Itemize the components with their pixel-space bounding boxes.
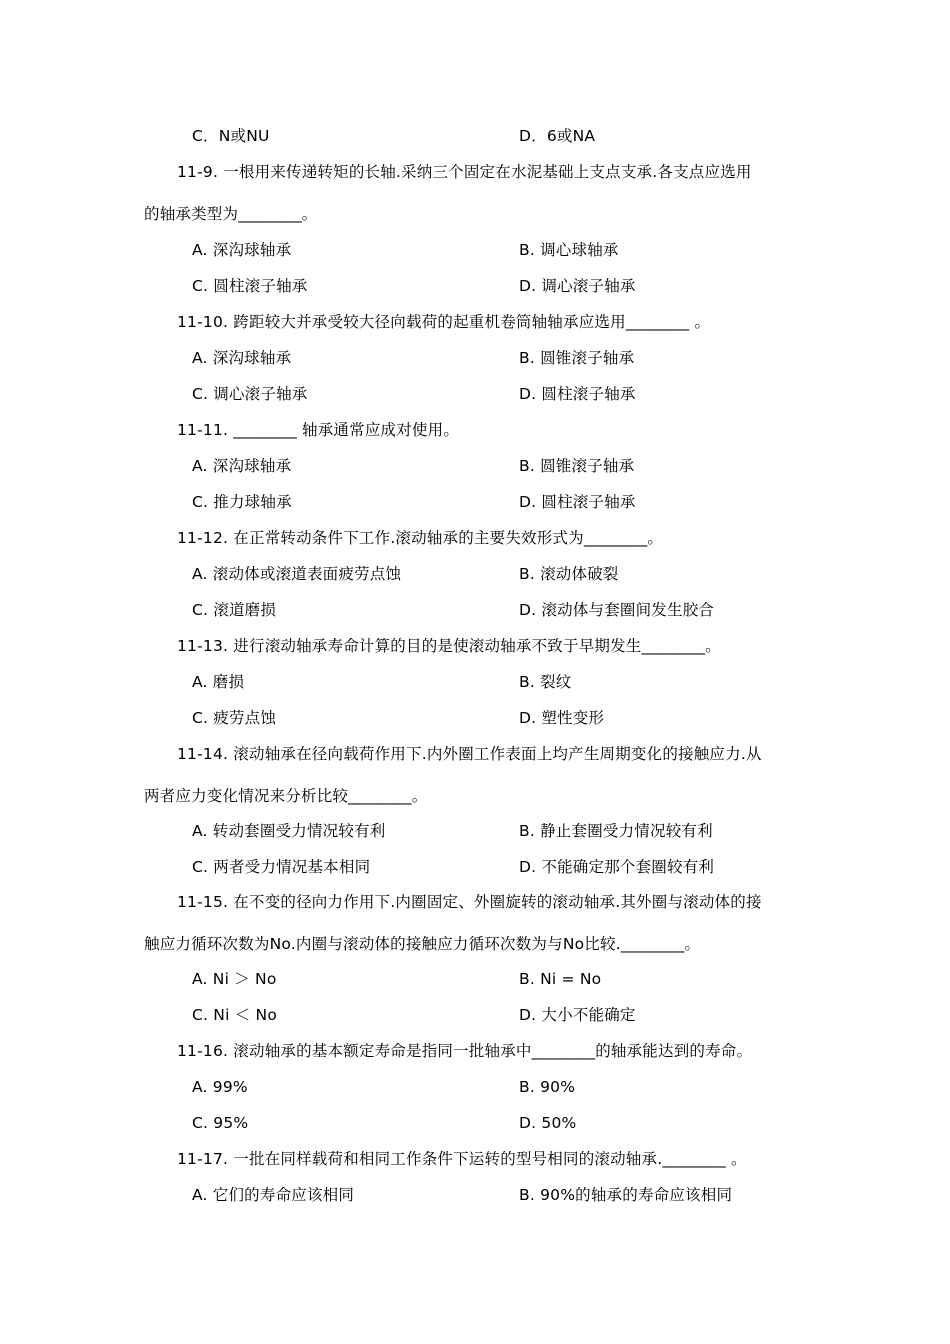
option-d-11-11: D. 圆柱滚子轴承: [519, 493, 636, 511]
question-11-11: 11-11. ________ 轴承通常应成对使用。: [177, 421, 460, 439]
question-11-10: 11-10. 跨距较大并承受较大径向载荷的起重机卷筒轴轴承应选用________ 。: [177, 313, 711, 331]
question-11-12: 11-12. 在正常转动条件下工作.滚动轴承的主要失效形式为________。: [177, 529, 664, 547]
option-d-11-9: D. 调心滚子轴承: [519, 277, 636, 295]
option-a-11-14: A. 转动套圈受力情况较有利: [192, 822, 386, 840]
question-11-13: 11-13. 进行滚动轴承寿命计算的目的是使滚动轴承不致于早期发生________。: [177, 637, 721, 655]
option-a-11-9: A. 深沟球轴承: [192, 241, 292, 259]
question-11-15-cont: 触应力循环次数为No.内圈与滚动体的接触应力循环次数为与No比较.________。: [144, 935, 701, 953]
option-c-11-15: C. Ni ＜ No: [192, 1006, 278, 1024]
option-c-11-16: C. 95%: [192, 1114, 249, 1132]
question-11-9: 11-9. 一根用来传递转矩的长轴.采纳三个固定在水泥基础上支点支承.各支点应选用: [177, 163, 752, 181]
option-b-11-14: B. 静止套圈受力情况较有利: [519, 822, 713, 840]
option-d-11-12: D. 滚动体与套圈间发生胶合: [519, 601, 715, 619]
option-c-11-9: C. 圆柱滚子轴承: [192, 277, 308, 295]
option-a-11-11: A. 深沟球轴承: [192, 457, 292, 475]
option-c-11-10: C. 调心滚子轴承: [192, 385, 308, 403]
option-c-11-11: C. 推力球轴承: [192, 493, 292, 511]
option-d-11-16: D. 50%: [519, 1114, 577, 1132]
option-a-11-10: A. 深沟球轴承: [192, 349, 292, 367]
option-a-11-15: A. Ni ＞ No: [192, 970, 277, 988]
option-b-11-12: B. 滚动体破裂: [519, 565, 619, 583]
option-b-11-16: B. 90%: [519, 1078, 576, 1096]
option-c-11-14: C. 两者受力情况基本相同: [192, 858, 371, 876]
option-b-11-9: B. 调心球轴承: [519, 241, 619, 259]
option-b-11-11: B. 圆锥滚子轴承: [519, 457, 635, 475]
option-b-11-15: B. Ni = No: [519, 970, 602, 988]
option-d-11-14: D. 不能确定那个套圈较有利: [519, 858, 715, 876]
option-d-11-15: D. 大小不能确定: [519, 1006, 636, 1024]
option-d-11-13: D. 塑性变形: [519, 709, 605, 727]
question-11-15: 11-15. 在不变的径向力作用下.内圈固定、外圈旋转的滚动轴承.其外圈与滚动体的接: [177, 893, 762, 911]
question-11-9-cont: 的轴承类型为________。: [144, 205, 318, 223]
option-c-11-8: C．N或NU: [192, 127, 270, 145]
option-a-11-16: A. 99%: [192, 1078, 248, 1096]
question-11-17: 11-17. 一批在同样载荷和相同工作条件下运转的型号相同的滚动轴承.________ 。: [177, 1150, 747, 1168]
question-11-14: 11-14. 滚动轴承在径向载荷作用下.内外圈工作表面上均产生周期变化的接触应力.从: [177, 745, 762, 763]
option-b-11-17: B. 90%的轴承的寿命应该相同: [519, 1186, 733, 1204]
option-b-11-10: B. 圆锥滚子轴承: [519, 349, 635, 367]
option-d-11-10: D. 圆柱滚子轴承: [519, 385, 636, 403]
option-d-11-8: D．6或NA: [519, 127, 596, 145]
option-b-11-13: B. 裂纹: [519, 673, 572, 691]
option-a-11-13: A. 磨损: [192, 673, 245, 691]
option-a-11-12: A. 滚动体或滚道表面疲劳点蚀: [192, 565, 402, 583]
option-c-11-13: C. 疲劳点蚀: [192, 709, 277, 727]
question-11-14-cont: 两者应力变化情况来分析比较________。: [144, 787, 428, 805]
option-a-11-17: A. 它们的寿命应该相同: [192, 1186, 355, 1204]
option-c-11-12: C. 滚道磨损: [192, 601, 277, 619]
question-11-16: 11-16. 滚动轴承的基本额定寿命是指同一批轴承中________的轴承能达到的寿命。: [177, 1042, 753, 1060]
